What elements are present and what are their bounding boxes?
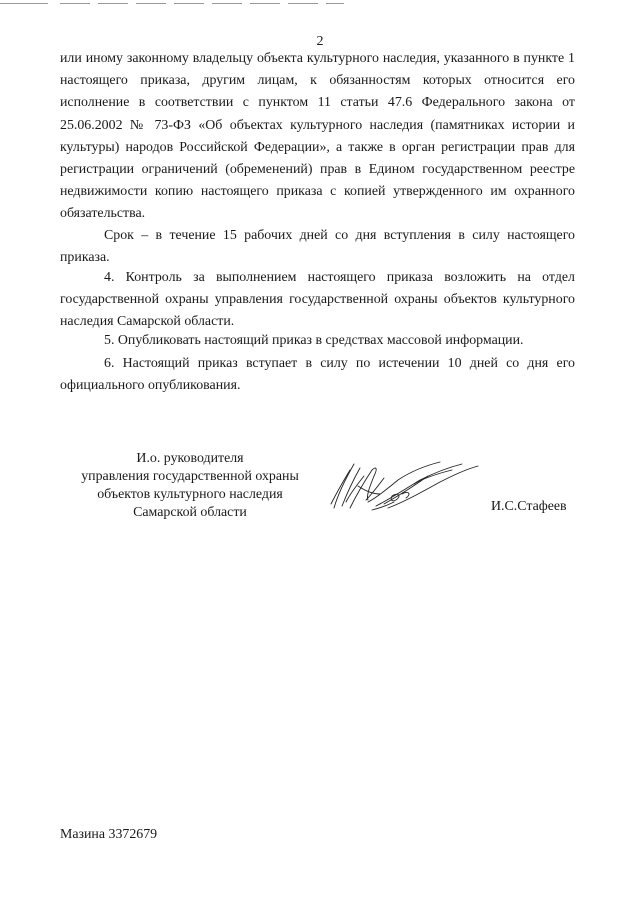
paragraph-deadline: Срок – в течение 15 рабочих дней со дня вступления в силу настоящего приказа. xyxy=(60,228,575,266)
paragraph-item-6: 6. Настоящий приказ вступает в силу по истечении 10 дней со дня его официального опубликования. xyxy=(60,356,575,394)
header-rule xyxy=(0,0,360,6)
signatory-title-line: управления государственной охраны xyxy=(81,469,299,484)
executor-note: Мазина 3372679 xyxy=(60,827,158,842)
paragraph-item-4: 4. Контроль за выполнением настоящего приказа возложить на отдел государственной охраны управления государственной охраны объектов культурного наследия Самарской области. xyxy=(60,270,575,330)
signatory-title xyxy=(60,450,320,522)
signatory-title-line: объектов культурного наследия xyxy=(97,487,283,502)
paragraph-item-5: 5. Опубликовать настоящий приказ в средствах массовой информации. xyxy=(104,333,524,348)
signer-name: И.С.Стафеев xyxy=(491,499,567,514)
paragraph-continuation: или иному законному владельцу объекта культурного наследия, указанного в пункте 1 настоящего приказа, другим лицам, к обязанностям которых относится его исполнение в соответствии с пунктом 11 статьи 47.6 Федерального закона от 25.06.2002 № 73-ФЗ «Об объектах культурного наследия (памятниках истории и культуры) народов Российской Федерации», а также в орган регистрации прав для регистрации ограничений (обременений) прав в Едином государственном реестре недвижимости копию настоящего приказа с копией утвержденного им охранного обязательства. xyxy=(60,51,575,222)
handwritten-signature xyxy=(328,456,488,516)
signatory-title-line: И.о. руководителя xyxy=(136,451,244,466)
signatory-title-line: Самарской области xyxy=(133,505,247,520)
page-number: 2 xyxy=(316,34,324,49)
